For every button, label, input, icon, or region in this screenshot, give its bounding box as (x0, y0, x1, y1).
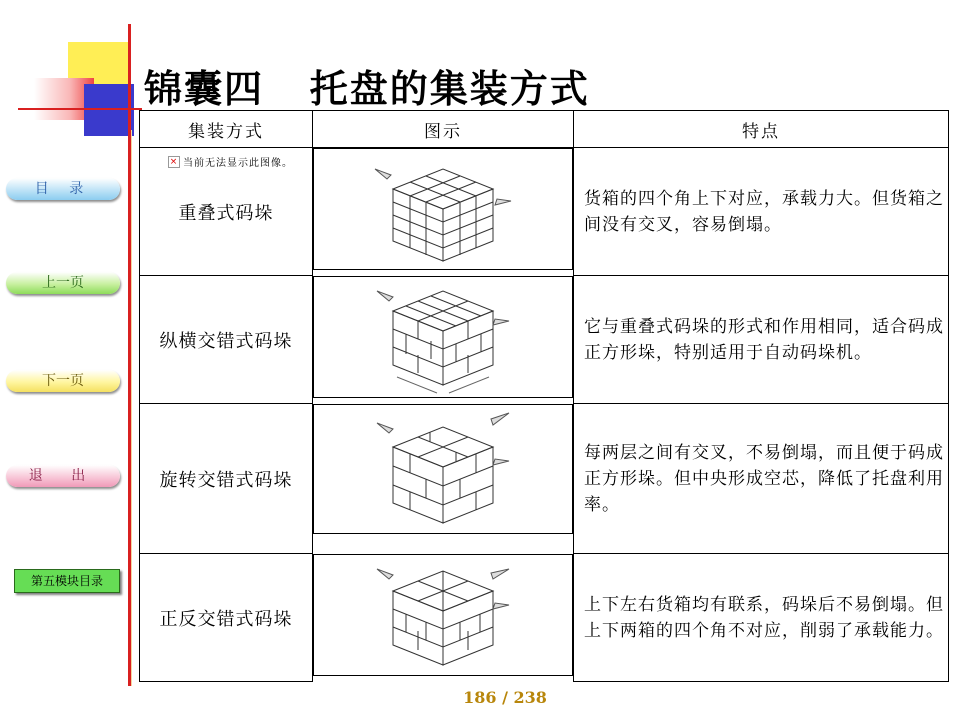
diagram-cell (313, 554, 573, 676)
method-cell (140, 148, 313, 276)
stack-cube-diagram (373, 277, 513, 397)
toc-button[interactable]: 目 录 (6, 178, 120, 200)
diagram-cell (313, 404, 573, 534)
method-label: 正反交错式码垛 (159, 608, 293, 630)
method-cell (140, 276, 313, 404)
decor-blue-square (84, 84, 134, 136)
next-page-button[interactable]: 下一页 (6, 370, 120, 392)
method-cell (140, 554, 313, 682)
feature-cell: 货箱的四个角上下对应，承载力大。但货箱之间没有交叉，容易倒塌。 (574, 148, 949, 276)
diagram-cell (313, 276, 573, 398)
header-method: 集装方式 (140, 111, 313, 148)
feature-cell: 它与重叠式码垛的形式和作用相同，适合码成正方形垛，特别适用于自动码垛机。 (574, 276, 949, 404)
header-feature: 特点 (574, 111, 949, 148)
decor-vertical-line-light (131, 130, 132, 686)
page-number: 186 / 238 (463, 688, 547, 707)
table-row (140, 404, 949, 554)
method-label: 重叠式码垛 (178, 202, 274, 224)
stack-cube-diagram (373, 149, 513, 269)
broken-image-icon: × (169, 156, 179, 167)
method-label: 旋转交错式码垛 (159, 469, 293, 491)
table-header-row (140, 111, 949, 148)
exit-button[interactable]: 退 出 (6, 465, 120, 487)
diagram-cell (313, 148, 573, 270)
header-diagram: 图示 (313, 111, 574, 148)
table-row (140, 554, 949, 682)
method-label: 纵横交错式码垛 (159, 330, 293, 352)
page-title: 锦囊四 托盘的集装方式 (144, 66, 590, 111)
table-row (140, 276, 949, 404)
module-toc-button[interactable]: 第五模块目录 (14, 569, 120, 593)
prev-page-button[interactable]: 上一页 (6, 272, 120, 294)
stack-cube-diagram (373, 405, 513, 533)
broken-image-text: 当前无法显示此图像。 (183, 158, 293, 169)
decor-horizontal-line (18, 108, 142, 110)
feature-cell: 上下左右货箱均有联系，码垛后不易倒塌。但上下两箱的四个角不对应，削弱了承载能力。 (574, 554, 949, 682)
table-row (140, 148, 949, 276)
broken-image (168, 154, 293, 169)
feature-cell: 每两层之间有交叉，不易倒塌，而且便于码成正方形垛。但中央形成空芯，降低了托盘利用率。 (574, 404, 949, 554)
stacking-methods-table (139, 110, 949, 682)
stack-cube-diagram (373, 555, 513, 675)
method-cell (140, 404, 313, 554)
